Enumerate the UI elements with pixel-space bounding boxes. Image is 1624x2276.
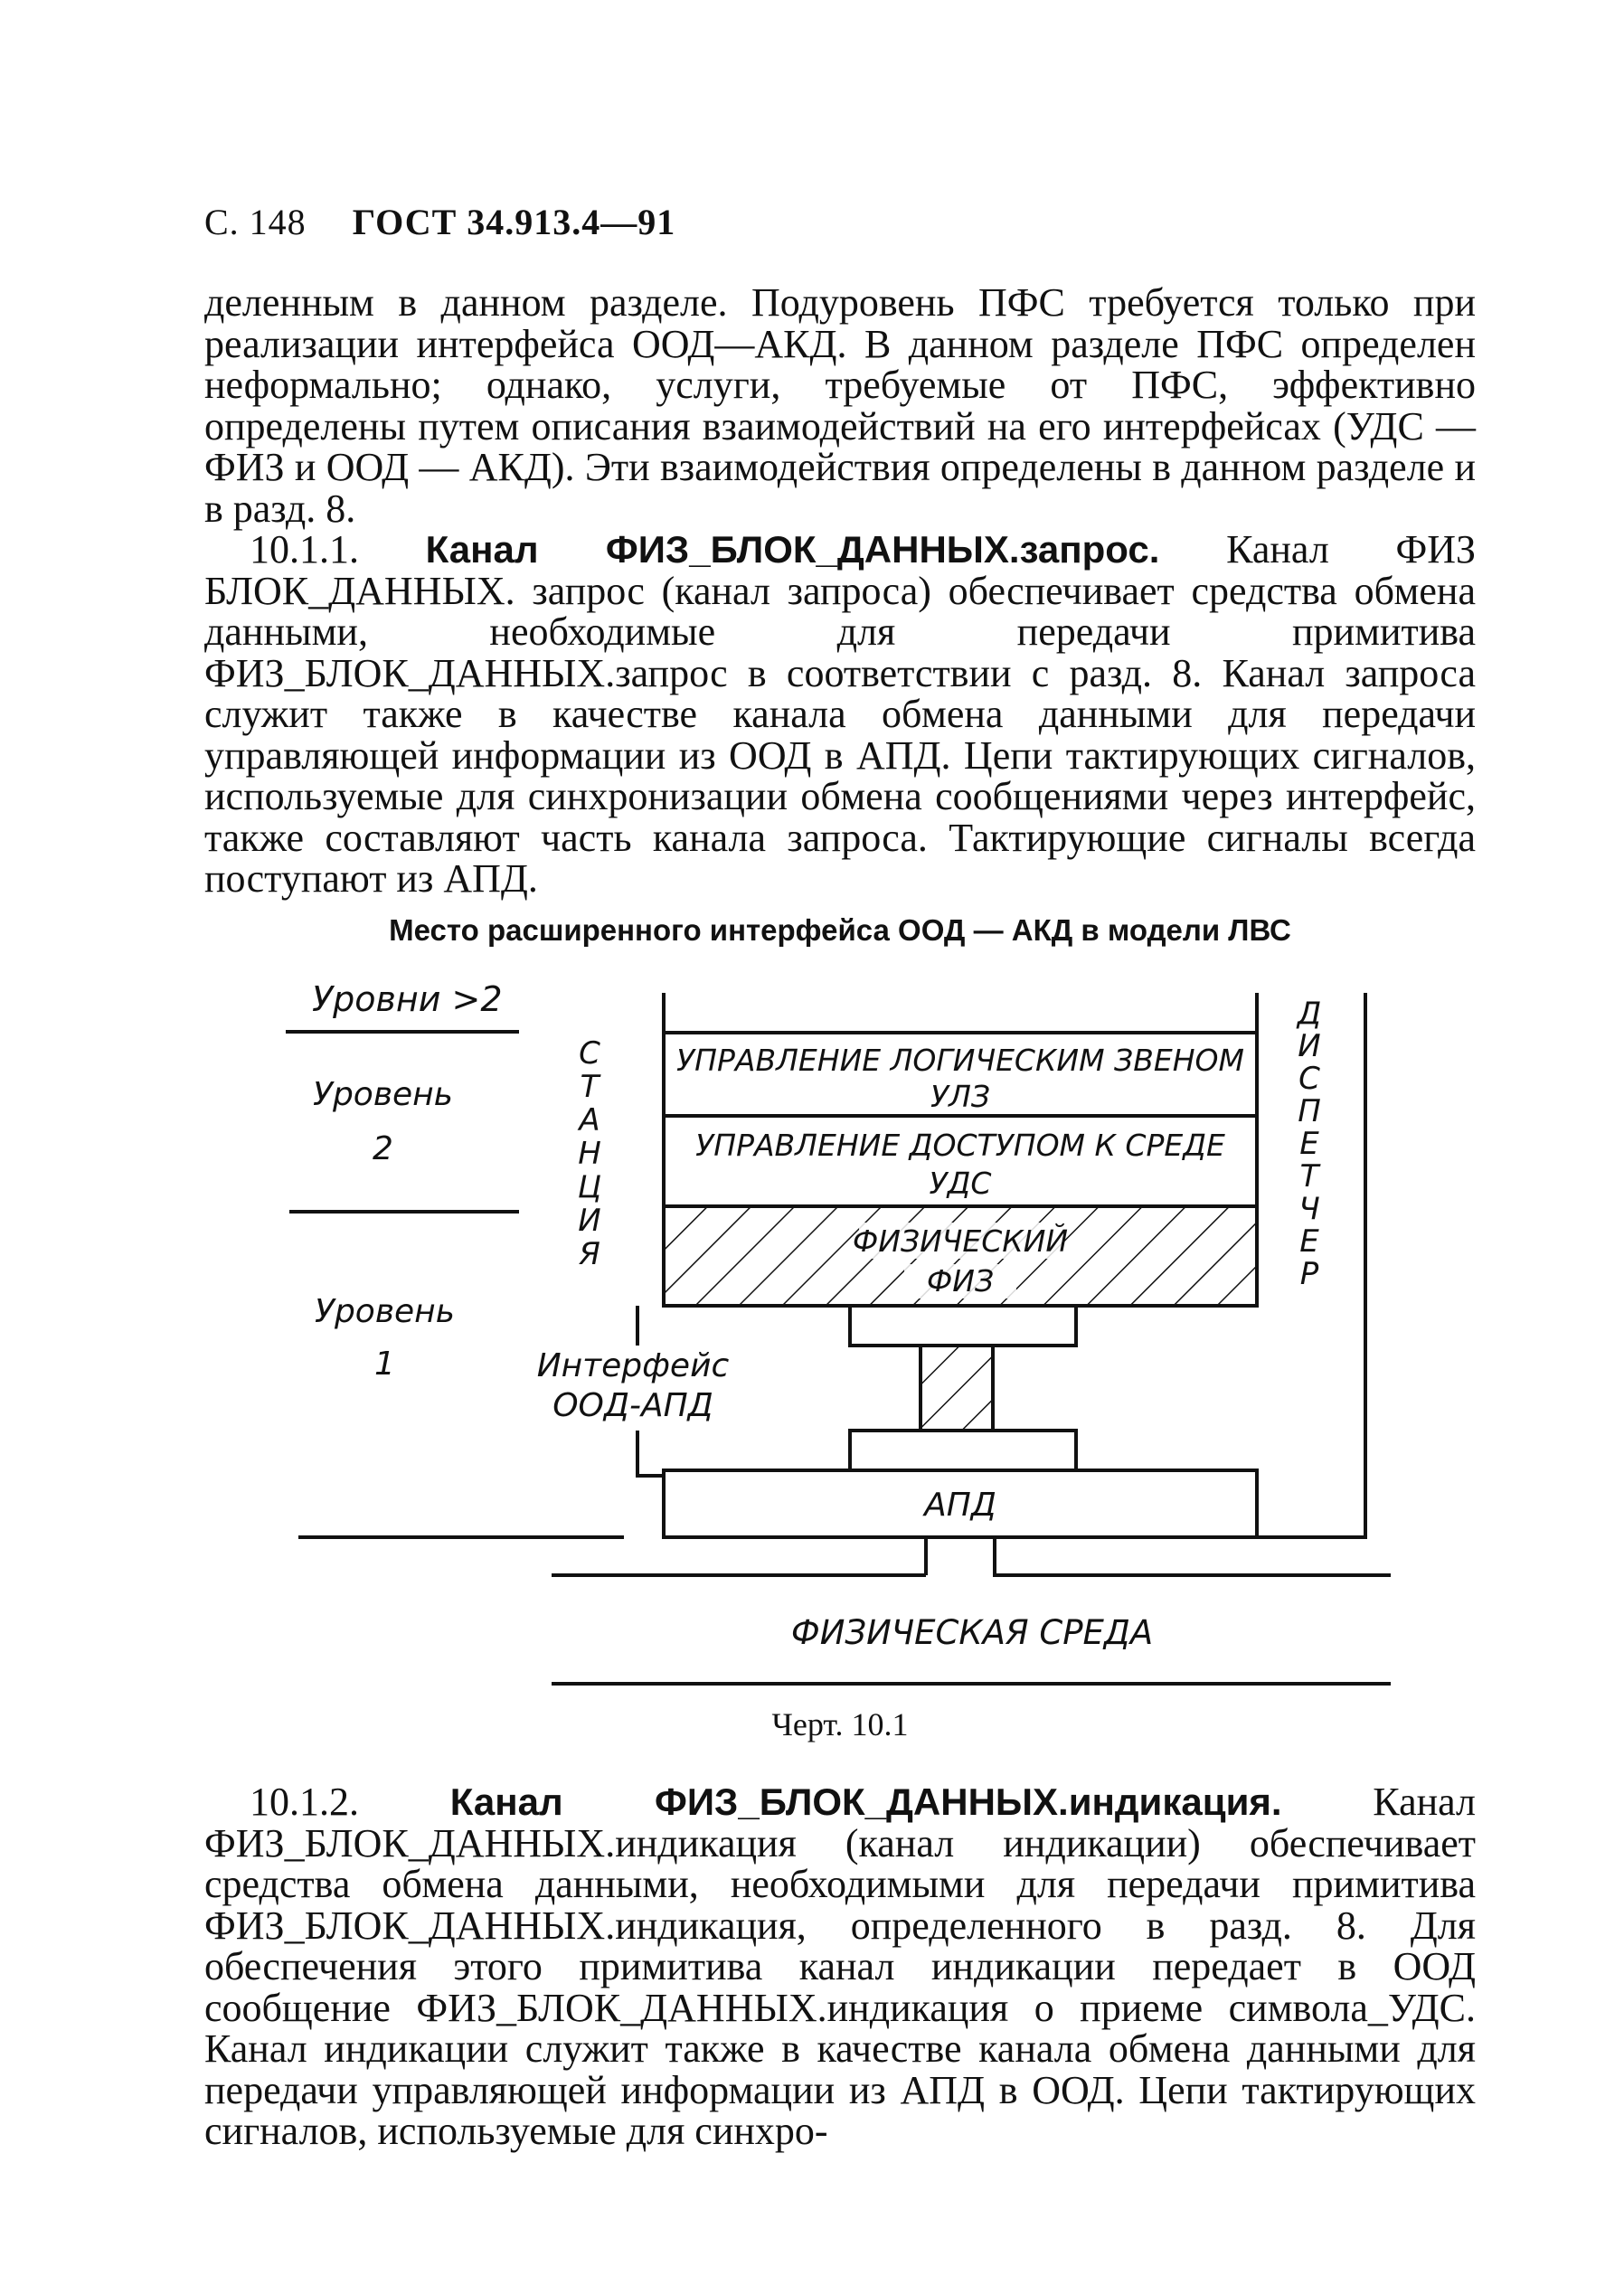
interface-abbr: ООД-АПД — [552, 1387, 713, 1424]
dispatcher-letter: Ч — [1298, 1191, 1320, 1227]
dispatcher-letter: И — [1298, 1028, 1321, 1064]
station-letter: И — [578, 1203, 601, 1239]
mac-label: УПРАВЛЕНИЕ ДОСТУПОМ К СРЕДЕ — [695, 1128, 1225, 1163]
dispatcher-letter: Е — [1299, 1126, 1319, 1162]
section-number: 10.1.2. — [250, 1780, 359, 1824]
text-block-bottom — [204, 1781, 1476, 2152]
dispatcher-letter: Е — [1299, 1223, 1319, 1260]
level-1-word: Уровень — [315, 1293, 455, 1330]
station-letter: А — [579, 1102, 600, 1138]
dispatcher-letter: Р — [1299, 1256, 1319, 1292]
page-number: С. 148 — [204, 202, 307, 242]
llc-label: УПРАВЛЕНИЕ ЛОГИЧЕСКИМ ЗВЕНОМ — [676, 1043, 1244, 1078]
upper-connector — [850, 1306, 1076, 1346]
mac-abbr: УДС — [929, 1166, 992, 1201]
section-10-1-2 — [204, 1781, 1476, 2152]
dispatcher-letter: Д — [1297, 996, 1322, 1032]
level-1-number: 1 — [374, 1346, 395, 1383]
level-2-number: 2 — [373, 1130, 393, 1167]
lower-connector — [850, 1431, 1076, 1470]
phy-abbr: ФИЗ — [926, 1263, 995, 1299]
section-text: Канал ФИЗ_БЛОК_ДАННЫХ.индикация (канал индикации) обеспечивает средства обмена данными, необходимыми для передачи примитива ФИЗ_БЛОК_ДАННЫХ.индикация, определенного в разд. 8. Для обеспечения этого примитива канал индикации передает в ООД сообщение ФИЗ_БЛОК_ДАННЫХ.индикация о приеме символа_УДС. Канал индикации служит также в качестве канала обмена данными для передачи управляющей информации из АПД в ООД. Цепи тактирующих сигналов, используемые для синхро- — [204, 1780, 1477, 2153]
dispatcher-vertical-label — [1296, 996, 1322, 1292]
dispatcher-letter: С — [1298, 1061, 1320, 1097]
llc-abbr: УЛЗ — [930, 1079, 991, 1114]
apd-label: АПД — [924, 1487, 996, 1524]
section-text: Канал ФИЗ БЛОК_ДАННЫХ. запрос (канал запроса) обеспечивает средства обмена данными, необходимые для передачи примитива ФИЗ_БЛОК_ДАННЫХ.запрос в соответствии с разд. 8. Канал запроса служит также в качестве канала обмена данными для передачи управляющей информации из ООД в АПД. Цепи тактирующих сигналов, используемые для синхронизации обмена сообщениями через интерфейс, также составляют часть канала запроса. Тактирующие сигналы всегда поступают из АПД. — [204, 527, 1477, 901]
figure-title: Место расширенного интерфейса ООД — АКД в модели ЛВС — [389, 913, 1291, 947]
station-letter: Т — [580, 1069, 600, 1105]
station-letter: Н — [578, 1136, 601, 1172]
figure-caption: Черт. 10.1 — [771, 1706, 909, 1742]
physical-medium-label: ФИЗИЧЕСКАЯ СРЕДА — [790, 1613, 1154, 1652]
station-letter: Я — [579, 1236, 600, 1272]
interface-cable — [921, 1346, 993, 1431]
station-letter: С — [579, 1035, 600, 1072]
phy-label: ФИЗИЧЕСКИЙ — [852, 1223, 1069, 1259]
dispatcher-letter: П — [1298, 1093, 1321, 1129]
interface-label: Интерфейс — [536, 1347, 730, 1384]
levels-above-2-label: Уровни >2 — [312, 979, 503, 1019]
station-letter: Ц — [577, 1169, 602, 1205]
station-vertical-label — [577, 1035, 601, 1272]
dispatcher-letter: Т — [1299, 1158, 1319, 1195]
section-heading: Канал ФИЗ_БЛОК_ДАННЫХ.запрос. — [425, 528, 1160, 571]
standard-id: ГОСТ 34.913.4—91 — [352, 202, 676, 242]
level-2-word: Уровень — [313, 1076, 453, 1113]
section-number: 10.1.1. — [250, 527, 359, 571]
intro-paragraph: деленным в данном разделе. Подуровень ПФС требуется только при реализации интерфейса ООД—АКД. В данном разделе ПФС определен неформально; однако, услуги, требуемые от ПФС, эффективно определены путем описания взаимодействий на его интерфейсах (УДС — ФИЗ и ООД — АКД). Эти взаимодействия определены в данном разделе и в разд. 8. — [204, 280, 1476, 531]
section-heading: Канал ФИЗ_БЛОК_ДАННЫХ.индикация. — [449, 1780, 1282, 1823]
